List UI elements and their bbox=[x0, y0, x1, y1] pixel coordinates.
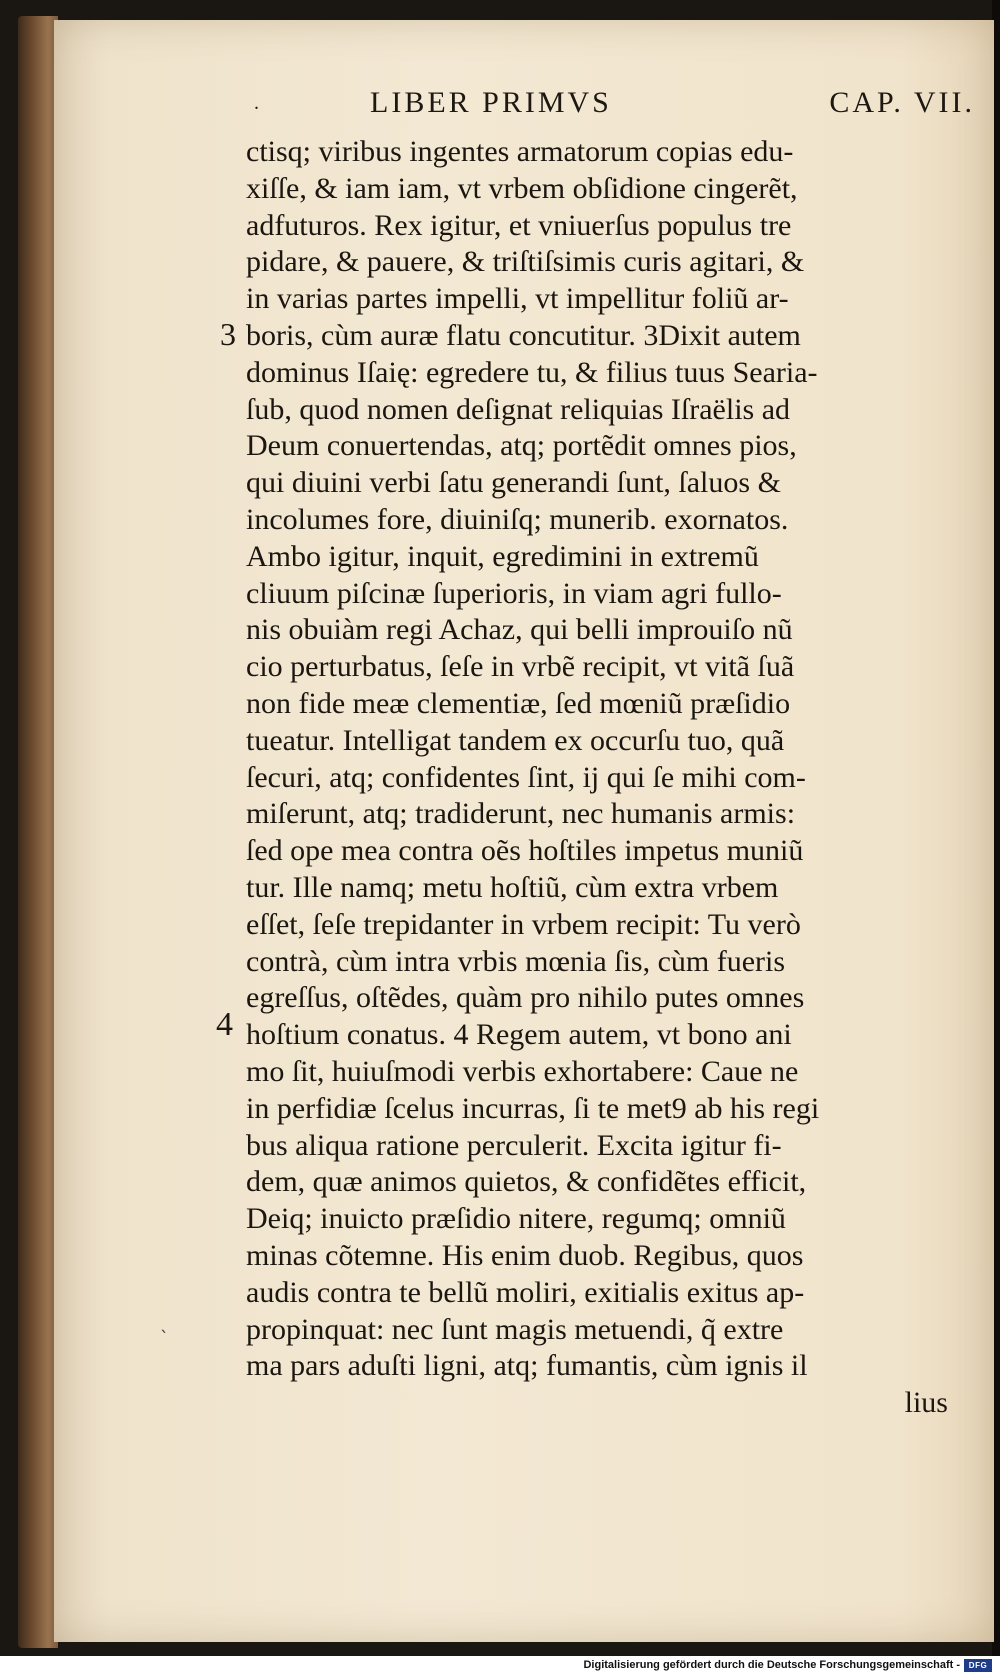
text-line: mo ſit, huiuſmodi verbis exhortabere: Caue ne bbox=[246, 1054, 799, 1088]
text-line: nis obuiàm regi Achaz, qui belli improuiſo nũ bbox=[246, 613, 793, 647]
text-line: Deiq; inuicto præſidio nitere, regumq; omniũ bbox=[246, 1202, 786, 1236]
text-line: pidare, & pauere, & triſtiſsimis curis agitari, & bbox=[246, 245, 805, 279]
footer-bar bbox=[0, 1656, 1000, 1676]
text-line: audis contra te bellũ moliri, exitialis exitus ap- bbox=[246, 1275, 805, 1309]
text-line: eſſet, ſeſe trepidanter in vrbem recipit: Tu verò bbox=[246, 907, 801, 941]
text-line: dem, quæ animos quietos, & confidẽtes efficit, bbox=[246, 1165, 807, 1199]
text-line: Deum conuertendas, atq; portẽdit omnes pios, bbox=[246, 429, 797, 463]
margin-mark: ˋ bbox=[160, 1328, 169, 1349]
verse-number-4: 4 bbox=[216, 1006, 233, 1043]
text-line: xiſſe, & iam iam, vt vrbem obſidione cingerẽt, bbox=[246, 171, 798, 205]
verse-number-3: 3 bbox=[220, 316, 236, 352]
book-binding-edge bbox=[18, 16, 58, 1648]
running-header bbox=[250, 86, 975, 126]
chapter-number: CAP. VII. bbox=[829, 86, 975, 119]
text-line: contrà, cùm intra vrbis mœnia ſis, cùm fueris bbox=[246, 944, 786, 978]
text-line: Ambo igitur, inquit, egredimini in extremũ bbox=[246, 539, 759, 573]
text-line: adfuturos. Rex igitur, et vniuerſus populus tre bbox=[246, 208, 792, 242]
text-line: tueatur. Intelligat tandem ex occurſu tuo, quã bbox=[246, 723, 785, 757]
funding-credit: Digitalisierung gefördert durch die Deutsche Forschungsgemeinschaft - bbox=[583, 1659, 960, 1671]
text-line: dominus Iſaię: egredere tu, & filius tuus Searia- bbox=[246, 355, 818, 389]
text-line: cliuum piſcinæ ſuperioris, in viam agri fullo- bbox=[246, 576, 782, 610]
text-line: ſed ope mea contra oẽs hoſtiles impetus muniũ bbox=[246, 834, 804, 868]
text-line: cio perturbatus, ſeſe in vrbẽ recipit, vt vitã ſuã bbox=[246, 650, 795, 684]
body-text bbox=[246, 134, 978, 1422]
text-line: tur. Ille namq; metu hoſtiũ, cùm extra vrbem bbox=[246, 870, 779, 904]
text-line: egreſſus, oſtẽdes, quàm pro nihilo putes omnes bbox=[246, 981, 805, 1015]
text-line: minas cõtemne. His enim duob. Regibus, quos bbox=[246, 1238, 804, 1272]
text-line: ctisq; viribus ingentes armatorum copias edu- bbox=[246, 135, 794, 168]
book-title: LIBER PRIMVS bbox=[370, 86, 612, 119]
text-line: in varias partes impelli, vt impellitur foliũ ar- bbox=[246, 282, 789, 316]
catchword: lius bbox=[904, 1386, 948, 1420]
text-line: miſerunt, atq; tradiderunt, nec humanis armis: bbox=[246, 797, 796, 831]
text-line: hoſtium conatus. 4 Regem autem, vt bono ani bbox=[246, 1018, 792, 1052]
header-mark: . bbox=[254, 92, 262, 114]
text-line: in perfidiæ ſcelus incurras, ſi te met9 ab his regi bbox=[246, 1091, 820, 1125]
text-line: ſub, quod nomen deſignat reliquias Iſraëlis ad bbox=[246, 392, 791, 426]
text-line: ſecuri, atq; confidentes ſint, ij qui ſe mihi com- bbox=[246, 760, 806, 794]
text-line: incolumes fore, diuiniſq; munerib. exornatos. bbox=[246, 502, 789, 536]
text-line: bus aliqua ratione perculerit. Excita igitur fi- bbox=[246, 1128, 782, 1162]
text-line: ma pars aduſti ligni, atq; fumantis, cùm ignis il bbox=[246, 1349, 808, 1383]
text-line: propinquat: nec ſunt magis metuendi, q̃ extre bbox=[246, 1312, 784, 1346]
text-line: qui diuini verbi ſatu generandi ſunt, ſaluos & bbox=[246, 466, 781, 500]
text-line: boris, cùm auræ flatu concutitur. 3Dixit autem bbox=[246, 318, 801, 352]
text-line: non fide meæ clementiæ, ſed mœniũ præſidio bbox=[246, 686, 791, 720]
dfg-logo: DFG bbox=[964, 1659, 992, 1672]
